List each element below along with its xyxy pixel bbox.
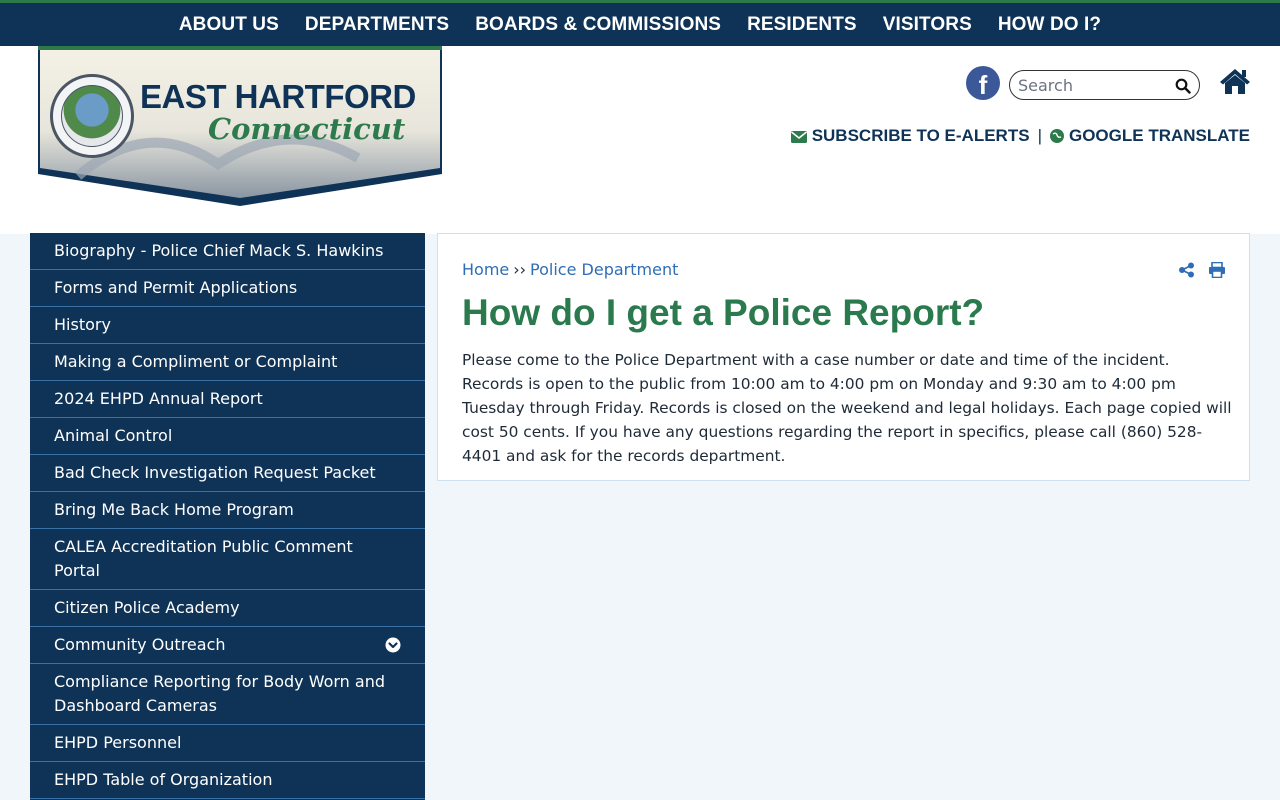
subscribe-label: SUBSCRIBE TO E-ALERTS [811, 126, 1030, 145]
translate-label: GOOGLE TRANSLATE [1068, 126, 1250, 145]
sidebar-item-body-worn-cameras[interactable] [30, 664, 425, 725]
nav-about-us[interactable]: ABOUT US [178, 13, 279, 35]
sidebar-item-calea[interactable] [30, 529, 425, 590]
sidebar-item-forms[interactable] [30, 270, 425, 307]
content-card [437, 233, 1250, 481]
sidebar-item-table-of-organization[interactable] [30, 762, 425, 799]
seal-emblem [61, 85, 123, 147]
sidebar-item-ehpd-personnel[interactable] [30, 725, 425, 762]
share-icon[interactable] [1178, 262, 1196, 278]
sidebar-item-history[interactable] [30, 307, 425, 344]
search-input[interactable] [1018, 75, 1168, 95]
logo-subtitle: Connecticut [208, 112, 406, 146]
breadcrumb [462, 260, 678, 279]
sidebar-item-animal-control[interactable] [30, 418, 425, 455]
envelope-icon [791, 131, 807, 143]
sidebar-item-label: Making a Compliment or Complaint [54, 352, 338, 371]
subscribe-link[interactable] [791, 126, 1030, 146]
sidebar-item-annual-report[interactable] [30, 381, 425, 418]
google-translate-link[interactable] [1050, 126, 1250, 146]
sidebar-item-label: History [54, 315, 111, 334]
sidebar-item-label: Forms and Permit Applications [54, 278, 298, 297]
page-title: How do I get a Police Report? [462, 292, 985, 333]
sidebar-item-label: Bring Me Back Home Program [54, 500, 294, 519]
town-seal [50, 74, 134, 158]
search-icon[interactable] [1175, 78, 1191, 94]
sidebar-item-label: CALEA Accreditation Public Comment Portal [54, 537, 353, 580]
page-body-text: Please come to the Police Department with a case number or date and time of the incident. Records is open to the public from 10:00 am to 4:00 pm on Monday and 9:30 am to 4:00 pm Tuesday through Friday. Records is closed on the weekend and legal holidays. Each page copied will cost 50 cents. If you have any questions regarding the report in specifics, please call (860) 528-4401 and ask for the records department. [462, 351, 1232, 465]
breadcrumb-separator: ›› [513, 260, 527, 279]
main-nav [0, 3, 1280, 46]
nav-residents[interactable]: RESIDENTS [747, 13, 857, 35]
facebook-icon[interactable]: f [966, 66, 1000, 100]
globe-icon [1050, 129, 1064, 143]
sidebar-item-bad-check[interactable] [30, 455, 425, 492]
sidebar-item-label: 2024 EHPD Annual Report [54, 389, 263, 408]
nav-how-do-i[interactable]: HOW DO I? [997, 13, 1102, 35]
sidebar-item-community-outreach[interactable] [30, 627, 425, 664]
nav-boards-commissions[interactable]: BOARDS & COMMISSIONS [475, 13, 722, 35]
utility-links [791, 126, 1250, 146]
top-navigation-bar [0, 0, 1280, 46]
breadcrumb-home[interactable]: Home [462, 260, 510, 279]
breadcrumb-police-department[interactable]: Police Department [530, 260, 679, 279]
sidebar-item-label: Biography - Police Chief Mack S. Hawkins [54, 241, 384, 260]
chevron-down-circle-icon[interactable] [385, 637, 401, 653]
sidebar-item-bring-me-back-home[interactable] [30, 492, 425, 529]
sidebar-item-compliment-complaint[interactable] [30, 344, 425, 381]
sidebar-item-label: EHPD Table of Organization [54, 770, 273, 789]
sidebar-item-biography[interactable] [30, 233, 425, 270]
sidebar-item-citizen-academy[interactable] [30, 590, 425, 627]
sidebar-item-label: Compliance Reporting for Body Worn and Dashboard Cameras [54, 672, 385, 715]
sidebar-item-label: Community Outreach [54, 635, 226, 654]
sidebar-item-label: EHPD Personnel [54, 733, 182, 752]
nav-visitors[interactable]: VISITORS [882, 13, 972, 35]
print-icon[interactable] [1208, 262, 1226, 278]
sidebar-item-label: Bad Check Investigation Request Packet [54, 463, 376, 482]
utility-separator: | [1037, 126, 1042, 145]
home-icon[interactable] [1219, 67, 1251, 95]
search-box [1009, 70, 1200, 100]
sidebar-nav [30, 233, 425, 800]
nav-departments[interactable]: DEPARTMENTS [304, 13, 450, 35]
site-logo[interactable] [38, 46, 442, 210]
sidebar-item-label: Animal Control [54, 426, 173, 445]
logo-title: EAST HARTFORD [140, 78, 416, 115]
sidebar-item-label: Citizen Police Academy [54, 598, 240, 617]
